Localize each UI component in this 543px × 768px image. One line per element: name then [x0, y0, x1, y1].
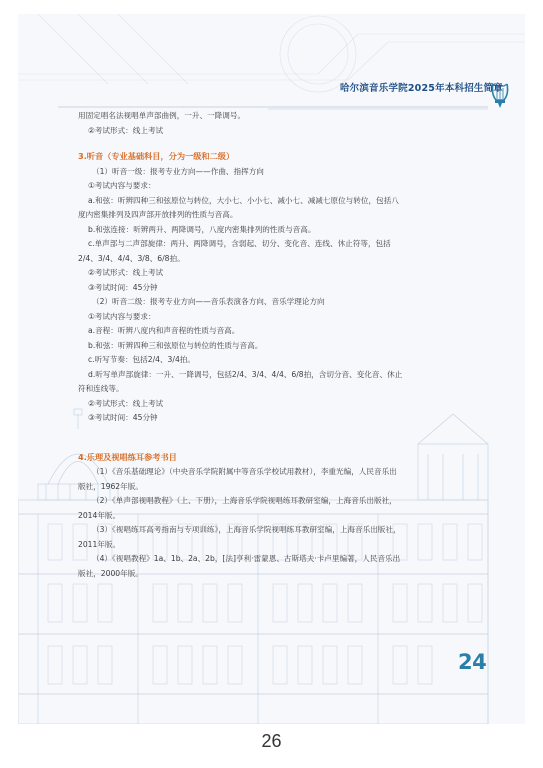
reference-line: （4）《视唱教程》1a、1b、2a、2b，[法]亨利·雷蒙恩、古斯塔夫·卡卢里编著，人民音乐出 [92, 554, 401, 563]
reference-line: 版社，1962年版。 [78, 481, 143, 491]
body-line: 2/4、3/4、4/4、3/8、6/8拍。 [78, 253, 185, 263]
reference-line: （1）《音乐基础理论》（中央音乐学院附属中等音乐学校试用教材），李重光编，人民音乐出 [92, 467, 397, 476]
page-badge: 24 [458, 650, 487, 674]
body-line: d.听写单声部旋律：一升、一降调号，包括2/4、3/4、4/4、6/8拍，含切分音、变化音、休止 [88, 369, 403, 379]
body-line: （2）听音二级：报考专业方向——音乐表演各方向、音乐学理论方向 [92, 297, 325, 306]
reference-line: 2014年版。 [78, 510, 121, 520]
body-line: （1）听音一级：报考专业方向——作曲、指挥方向 [92, 166, 264, 176]
body-line: c.单声部与二声部旋律：两升、两降调号，含弱起、切分、变化音、连线、休止符等，包括 [88, 239, 391, 248]
body-line: ③考试时间：45分钟 [88, 413, 158, 422]
section-title-listening: 3.听音（专业基础科目，分为一级和二级） [78, 151, 235, 161]
header-title: 哈尔滨音乐学院2025年本科招生简章 [339, 83, 503, 94]
body-line: b.和弦连接：听辨两升、两降调号，八度内密集排列的性质与音高。 [88, 224, 316, 234]
reference-line: （3）《视唱练耳高考指南与专项训练》，上海音乐学院视唱练耳教研室编，上海音乐出版社， [92, 525, 401, 534]
body-line: a.音程：听辨八度内和声音程的性质与音高。 [88, 326, 240, 335]
reference-line: 2011年版。 [78, 539, 121, 549]
body-line: 度内密集排列及四声部开放排列的性质与音高。 [78, 210, 238, 219]
body-line: ③考试时间：45分钟 [88, 282, 158, 292]
body-line: c.听写节奏：包括2/4、3/4拍。 [88, 355, 195, 364]
body-line: b.和弦：听辨四种三和弦原位与转位的性质与音高。 [88, 340, 263, 350]
body-line: ②考试形式：线上考试 [88, 125, 164, 135]
body-line: ①考试内容与要求： [88, 311, 156, 321]
body-line: ①考试内容与要求： [88, 181, 156, 190]
reference-line: 版社，2000年版。 [78, 568, 143, 578]
page-number: 26 [261, 731, 282, 751]
section-title-references: 4.乐理及视唱练耳参考书目 [78, 451, 177, 462]
page-content [78, 109, 470, 581]
reference-line: （2）《单声部视唱教程》（上、下册），上海音乐学院视唱练耳教研室编，上海音乐出版社， [92, 496, 397, 505]
body-line: ②考试形式：线上考试 [88, 268, 164, 277]
body-line: a.和弦：听辨四种三和弦原位与转位，大小七、小小七、减小七、减减七原位与转位，包括八 [88, 195, 399, 205]
body-line: 用固定唱名法视唱单声部曲例，一升、一降调号。 [78, 111, 246, 120]
body-line: ②考试形式：线上考试 [88, 398, 164, 408]
body-line: 符和连线等。 [78, 384, 124, 393]
